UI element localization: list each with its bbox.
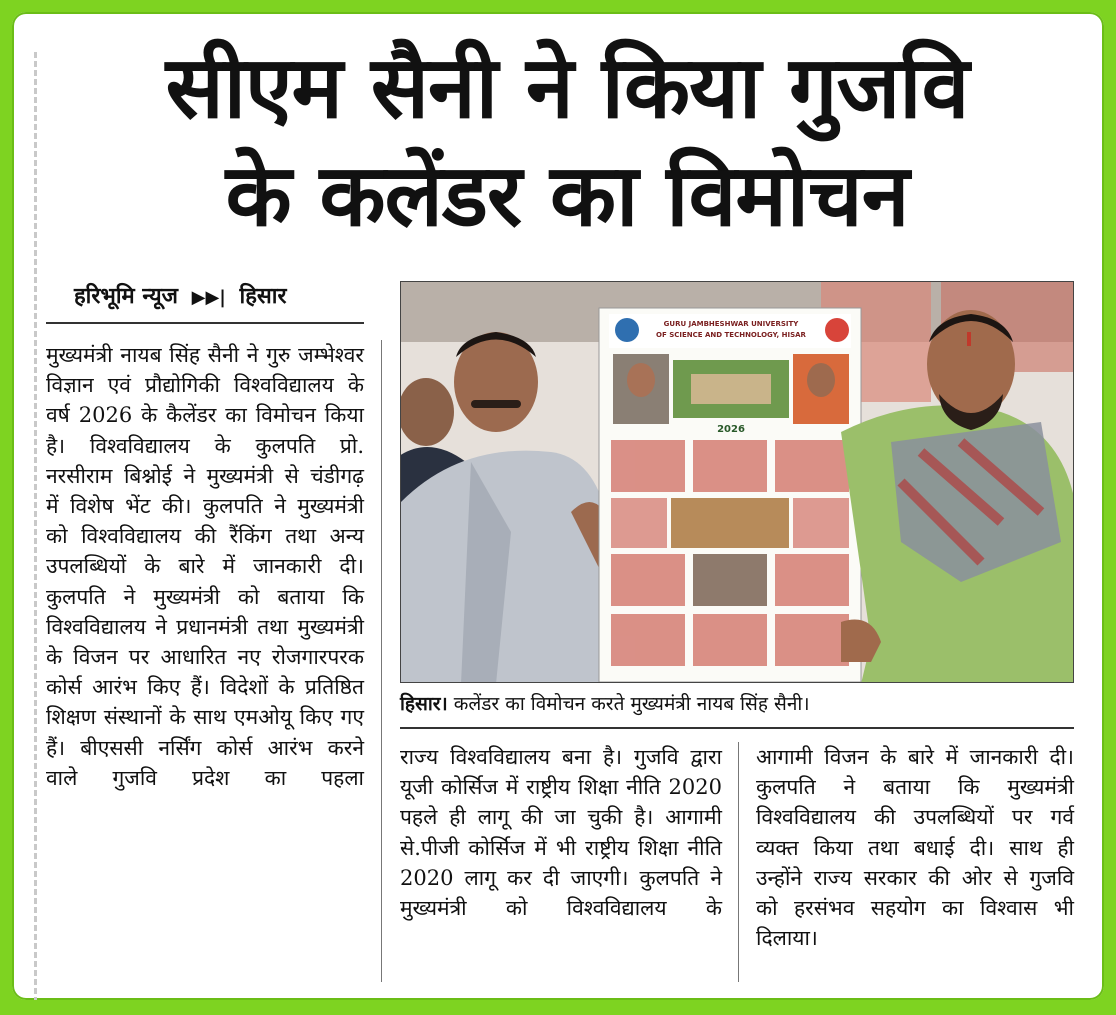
article-column-3: आगामी विजन के बारे में जानकारी दी। कुलपति ने बताया कि मुख्यमंत्री विश्वविद्यालय की उपलब्धियों पर गर्व व्यक्त किया तथा बधाई दी। साथ ही उन्होंने राज्य सरकार की ओर से गुजवि को हरसंभव सहयोग का विश्वास भी दिलाया। — [756, 745, 1074, 951]
university-logo-icon — [615, 318, 639, 342]
photo-caption — [400, 690, 1074, 716]
article-column-1: मुख्यमंत्री नायब सिंह सैनी ने गुरु जम्भेश्वर विज्ञान एवं प्रौद्योगिकी विश्वविद्यालय के वर्ष 2026 के कैलेंडर का विमोचन किया है। विश्वविद्यालय के कुलपति प्रो. नरसीराम बिश्नोई ने मुख्यमंत्री से चंडीगढ़ में विशेष भेंट की। कुलपति ने मुख्यमंत्री को विश्वविद्यालय की रैंकिंग तथा अन्य उपलब्धियों के बारे में जानकारी दी। कुलपति ने मुख्यमंत्री को बताया कि विश्वविद्यालय ने प्रधानमंत्री तथा मुख्यमंत्री के विजन पर आधारित नए रोजगारपरक कोर्स आरंभ किए हैं। विदेशों के प्रतिष्ठित शिक्षण संस्थानों के साथ एमओयू किए गए हैं। बीएससी नर्सिंग कोर्स आरंभ करने वाले गुजवि प्रदेश का पहला — [46, 343, 364, 790]
byline-arrow-icon: ▶▶| — [191, 287, 226, 308]
byline — [74, 280, 364, 310]
news-photo — [400, 281, 1074, 683]
byline-divider — [46, 322, 364, 324]
calendar-year: 2026 — [717, 424, 745, 435]
headline — [52, 34, 1082, 250]
byline-place: हिसार — [239, 284, 287, 309]
article-column-2: राज्य विश्वविद्यालय बना है। गुजवि द्वारा यूजी कोर्सिज में राष्ट्रीय शिक्षा नीति 2020 पहले ही लागू की जा चुकी है। आगामी से.पीजी कोर्सिज में भी राष्ट्रीय शिक्षा नीति 2020 लागू कर दी जाएगी। कुलपति ने मुख्यमंत्री को विश्वविद्यालय के — [400, 745, 722, 921]
calendar-header-text: GURU JAMBHESHWAR UNIVERSITY — [663, 320, 799, 328]
headline-line-2: के कलेंडर का विमोचन — [225, 146, 909, 246]
caption-text: कलेंडर का विमोचन करते मुख्यमंत्री नायब सिंह सैनी। — [453, 693, 810, 715]
margin-rule — [34, 52, 37, 1000]
svg-text:OF SCIENCE AND TECHNOLOGY, HIS: OF SCIENCE AND TECHNOLOGY, HISAR — [656, 331, 806, 339]
person-left-jacket — [401, 451, 616, 683]
caption-divider — [400, 727, 1074, 729]
caption-place: हिसार। — [400, 693, 448, 715]
byline-source: हरिभूमि न्यूज — [74, 284, 178, 309]
photo-illustration — [401, 282, 1074, 683]
seal-icon — [825, 318, 849, 342]
column-divider — [738, 742, 739, 982]
column-divider — [381, 340, 382, 982]
headline-line-1: सीएम सैनी ने किया गुजवि — [165, 38, 969, 138]
